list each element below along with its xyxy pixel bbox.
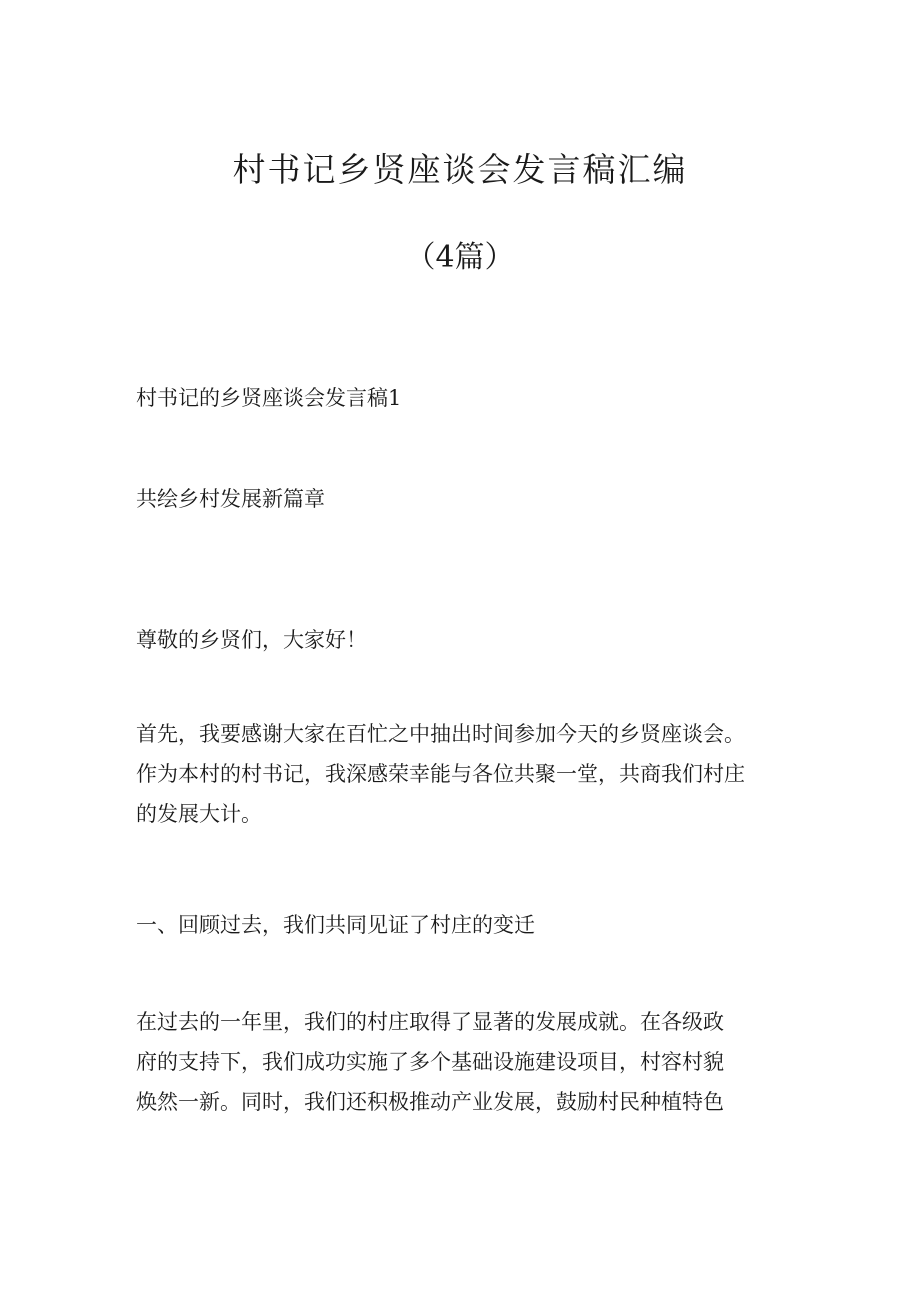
paragraph-2-line-2: 府的支持下，我们成功实施了多个基础设施建设项目，村容村貌 — [136, 1050, 724, 1074]
paragraph-1 — [136, 714, 816, 834]
point-1-heading: 一、回顾过去，我们共同见证了村庄的变迁 — [136, 913, 535, 937]
paragraph-1-line-1: 首先，我要感谢大家在百忙之中抽出时间参加今天的乡贤座谈会。 — [136, 722, 745, 746]
document-title: 村书记乡贤座谈会发言稿汇编 — [232, 150, 688, 189]
section-heading: 村书记的乡贤座谈会发言稿1 — [136, 386, 402, 410]
paragraph-2-line-1: 在过去的一年里，我们的村庄取得了显著的发展成就。在各级政 — [136, 1010, 724, 1034]
paragraph-1-line-3: 的发展大计。 — [136, 802, 262, 826]
paragraph-2 — [136, 1002, 816, 1122]
greeting: 尊敬的乡贤们，大家好！ — [136, 628, 367, 652]
speech-title: 共绘乡村发展新篇章 — [136, 487, 325, 511]
paragraph-2-line-3: 焕然一新。同时，我们还积极推动产业发展，鼓励村民种植特色 — [136, 1090, 724, 1114]
document-subtitle: （4篇） — [405, 240, 515, 275]
paragraph-1-line-2: 作为本村的村书记，我深感荣幸能与各位共聚一堂，共商我们村庄 — [136, 762, 745, 786]
